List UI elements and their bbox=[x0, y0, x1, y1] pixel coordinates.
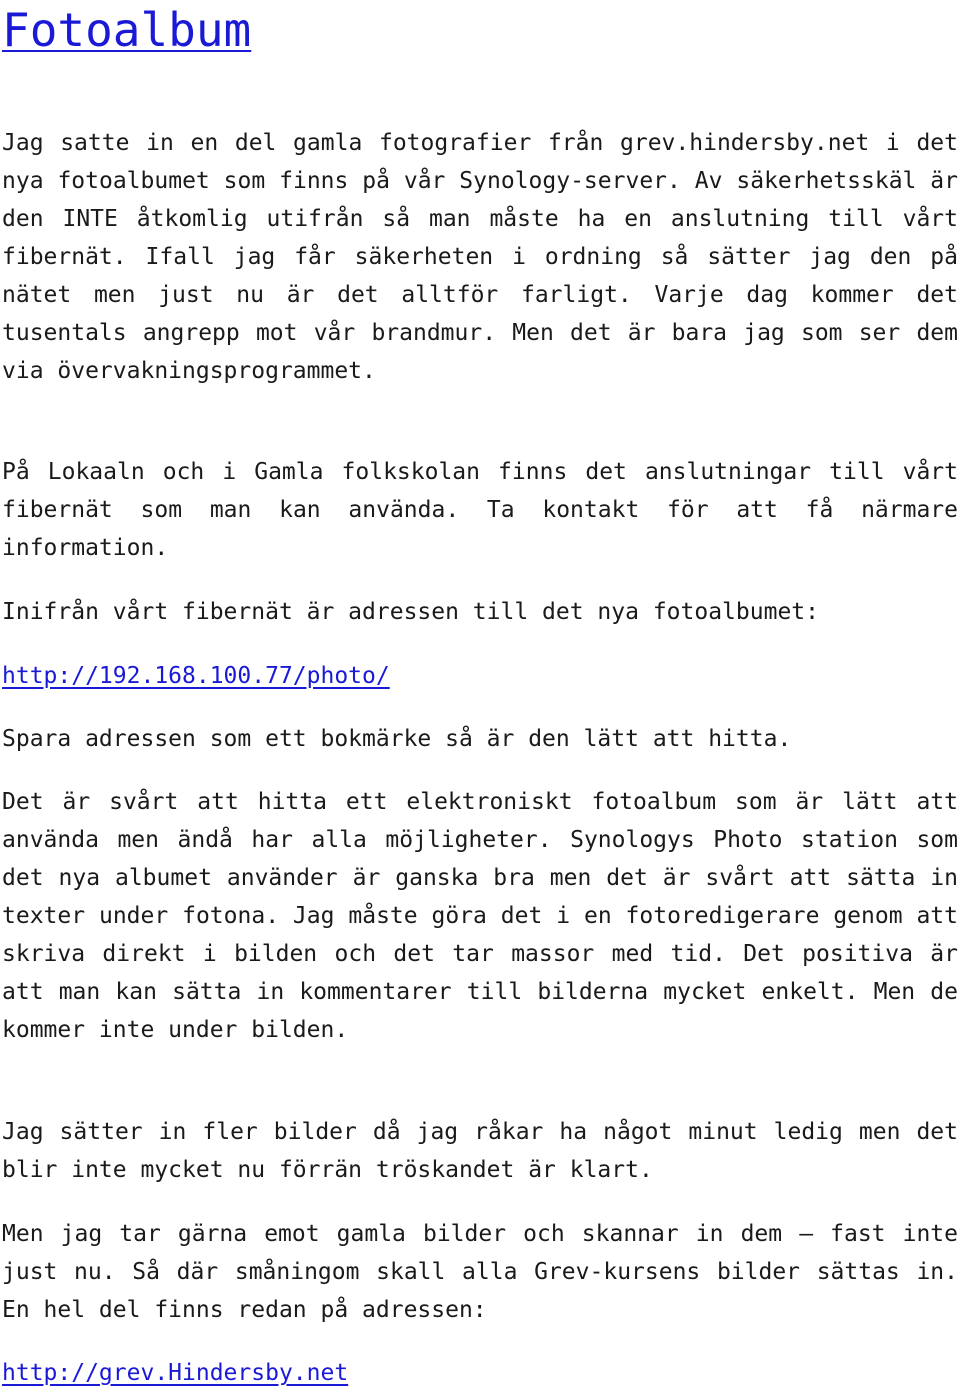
grev-link[interactable]: http://grev.Hindersby.net bbox=[2, 1360, 349, 1386]
page-title[interactable]: Fotoalbum bbox=[2, 3, 252, 57]
paragraph-address-intro: Inifrån vårt fibernät är adressen till det nya fotoalbumet: bbox=[2, 599, 819, 625]
paragraph-more-pictures: Jag sätter in fler bilder då jag råkar ha något minut ledig men det blir inte mycket nu förrän tröskandet är klart. bbox=[2, 1119, 958, 1183]
paragraph-connections: På Lokaaln och i Gamla folkskolan finns det anslutningar till vårt fibernät som man kan använda. Ta kontakt för att få närmare information. bbox=[2, 459, 958, 561]
paragraph-old-pictures: Men jag tar gärna emot gamla bilder och skannar in dem – fast inte just nu. Så där småningom skall alla Grev-kursens bilder sättas in. En hel del finns redan på adressen: bbox=[2, 1221, 958, 1323]
photo-station-link[interactable]: http://192.168.100.77/photo/ bbox=[2, 663, 390, 689]
paragraph-bookmark: Spara adressen som ett bokmärke så är den lätt att hitta. bbox=[2, 726, 792, 752]
paragraph-photo-station: Det är svårt att hitta ett elektroniskt fotoalbum som är lätt att använda men ändå har alla möjligheter. Synologys Photo station som det nya albumet använder är ganska bra men det är svårt att sätta in texter under fotona. Jag måste göra det i en fotoredigerare genom att skriva direkt i bilden och det tar massor med tid. Det positiva är att man kan sätta in kommentarer till bilderna mycket enkelt. Men de kommer inte under bilden. bbox=[2, 789, 958, 1043]
paragraph-intro: Jag satte in en del gamla fotografier från grev.hindersby.net i det nya fotoalbumet som finns på vår Synology-server. Av säkerhetsskäl är den INTE åtkomlig utifrån så man måste ha en anslutning till vårt fibernät. Ifall jag får säkerheten i ordning så sätter jag den på nätet men just nu är det alltför farligt. Varje dag kommer det tusentals angrepp mot vår brandmur. Men det är bara jag som ser dem via övervakningsprogrammet. bbox=[2, 130, 958, 384]
